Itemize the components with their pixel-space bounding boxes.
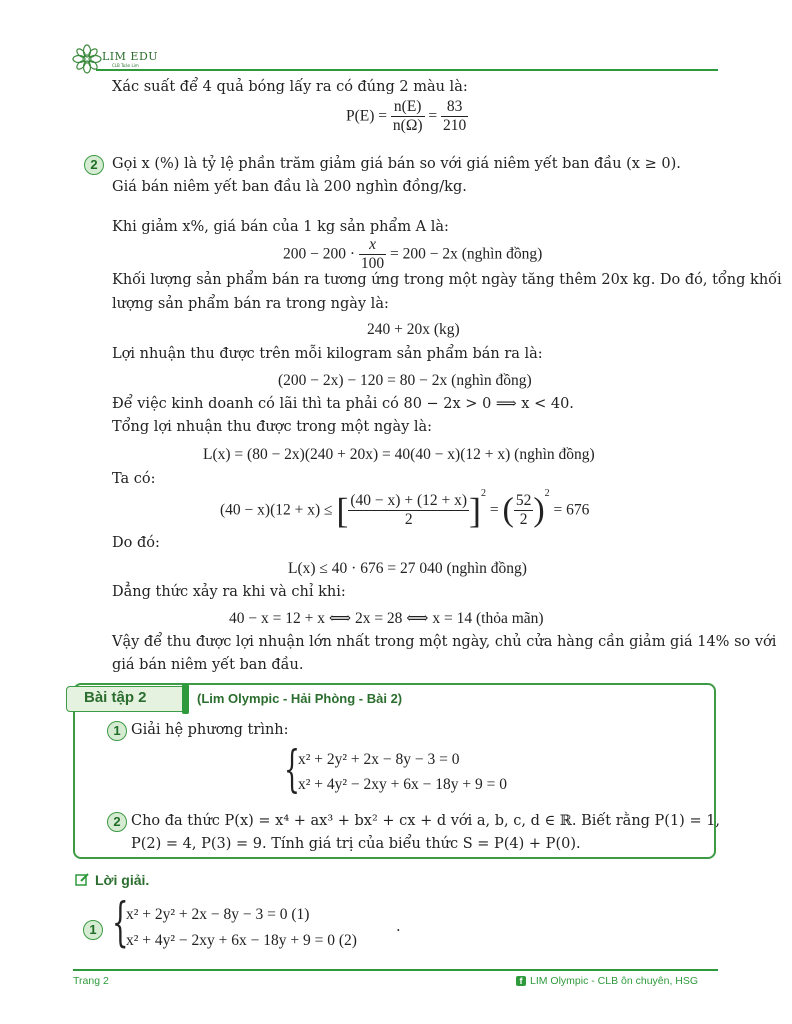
q1-eq1: x² + 2y² + 2x − 8y − 3 = 0: [298, 751, 460, 768]
equation-4: L(x) = (80 − 2x)(240 + 20x) = 40(40 − x)(12 + x) (nghìn đồng): [203, 446, 595, 463]
pe-equation: [346, 98, 468, 135]
q1-brace-icon: {: [284, 740, 300, 798]
pe-rden: 210: [443, 116, 467, 134]
equation-3: (200 − 2x) − 120 = 80 − 2x (nghìn đồng): [278, 372, 532, 389]
pe-den: n(Ω): [392, 116, 423, 134]
right-paren-icon: ): [533, 491, 545, 529]
eq1-fraction: [359, 236, 386, 273]
eq5-den2: 2: [519, 510, 528, 528]
right-bracket-icon: ]: [469, 490, 482, 531]
edit-icon: [75, 873, 90, 891]
part2-line1: Gọi x (%) là tỷ lệ phần trăm giảm giá bán so với giá niêm yết ban đầu (x ≥ 0).: [112, 156, 681, 172]
eq5-pre: (40 − x)(12 + x) ≤: [220, 501, 333, 519]
footer-page: Trang 2: [73, 975, 109, 987]
part2-line6: Lợi nhuận thu được trên mỗi kilogram sản phẩm bán ra là:: [112, 346, 543, 362]
q1-number-badge: 1: [107, 721, 127, 741]
part2-line11: Dẳng thức xảy ra khi và chỉ khi:: [112, 584, 346, 600]
q1-text: Giải hệ phương trình:: [131, 722, 289, 738]
eq1-post: = 200 − 2x (nghìn đồng): [390, 245, 543, 263]
pe-result-fraction: [441, 98, 468, 135]
solution-title: Lời giải.: [95, 872, 150, 888]
part2-line9: Ta có:: [112, 471, 156, 487]
eq5-mid: =: [489, 501, 499, 519]
part2-line8: Tổng lợi nhuận thu được trong một ngày là:: [112, 419, 433, 435]
eq1-den: 100: [360, 254, 385, 272]
eq5-fraction: [348, 492, 469, 529]
square-exponent-1: 2: [481, 488, 487, 499]
equation-6: L(x) ≤ 40 · 676 = 27 040 (nghìn đồng): [288, 560, 527, 577]
part2-number-badge: 2: [84, 155, 104, 175]
equation-1: [283, 236, 542, 273]
part2-line5: lượng sản phẩm bán ra trong ngày là:: [112, 296, 389, 312]
pe-eq: =: [428, 107, 438, 125]
pe-num: n(E): [391, 98, 425, 117]
equation-2: 240 + 20x (kg): [367, 321, 460, 338]
eq5-fraction-2: [514, 492, 534, 529]
left-paren-icon: (: [502, 491, 514, 529]
eq1-pre: 200 − 200 ·: [283, 245, 356, 263]
header-logo-text: LIM EDU: [102, 50, 159, 63]
pe-lhs: P(E) =: [346, 107, 388, 125]
s1-eq2: x² + 4y² − 2xy + 6x − 18y + 9 = 0 (2): [126, 932, 357, 949]
part2-line2: Giá bán niêm yết ban đầu là 200 nghìn đồng/kg.: [112, 179, 467, 195]
part2-line12: Vậy để thu được lợi nhuận lớn nhất trong một ngày, chủ cửa hàng cần giảm giá 14% so với: [112, 634, 777, 650]
s1-eq1: x² + 2y² + 2x − 8y − 3 = 0 (1): [126, 906, 310, 923]
left-bracket-icon: [: [336, 490, 349, 531]
facebook-icon: f: [516, 976, 526, 986]
footer-right: LIM Olympic - CLB ôn chuyên, HSG: [530, 975, 699, 987]
prob-text: Xác suất để 4 quả bóng lấy ra có đúng 2 màu là:: [112, 79, 468, 95]
part2-line3: Khi giảm x%, giá bán của 1 kg sản phẩm A là:: [112, 219, 449, 235]
exercise-source: (Lim Olympic - Hải Phòng - Bài 2): [197, 691, 403, 706]
eq1-num: x: [359, 236, 386, 255]
part2-line13: giá bán niêm yết ban đầu.: [112, 657, 304, 673]
part2-line10: Do đó:: [112, 535, 160, 551]
header-rule: [96, 69, 718, 71]
equation-7: 40 − x = 12 + x ⟺ 2x = 28 ⟺ x = 14 (thỏa mãn): [229, 610, 544, 627]
q2-line2: P(2) = 4, P(3) = 9. Tính giá trị của biểu thức S = P(4) + P(0).: [131, 836, 581, 852]
equation-5: [220, 488, 589, 531]
eq5-post: = 676: [553, 501, 590, 519]
eq5-num2: 52: [515, 492, 532, 510]
part2-line7: Để việc kinh doanh có lãi thì ta phải có 80 − 2x > 0 ⟹ x < 40.: [112, 396, 574, 412]
q2-number-badge: 2: [107, 812, 127, 832]
q1-eq2: x² + 4y² − 2xy + 6x − 18y + 9 = 0: [298, 776, 507, 793]
eq5-den: 2: [404, 510, 413, 528]
part2-line4: Khối lượng sản phẩm bán ra tương ứng trong một ngày tăng thêm 20x kg. Do đó, tổng khối: [112, 272, 782, 288]
q2-line1: Cho đa thức P(x) = x⁴ + ax³ + bx² + cx + d với a, b, c, d ∈ ℝ. Biết rằng P(1) = 1,: [131, 813, 721, 829]
s1-dot: .: [396, 919, 401, 935]
exercise-tab-label: Bài tập 2: [84, 689, 147, 706]
header-logo-sub: CLB Toán Lim: [112, 63, 139, 68]
footer-rule: [73, 969, 718, 971]
pe-fraction: [391, 98, 425, 135]
s1-number-badge: 1: [83, 920, 103, 940]
s1-brace-icon: {: [112, 893, 129, 953]
square-exponent-2: 2: [544, 488, 550, 499]
exercise-tab-accent: [182, 684, 189, 714]
eq5-num: (40 − x) + (12 + x): [350, 492, 468, 510]
pe-rnum: 83: [441, 98, 468, 117]
